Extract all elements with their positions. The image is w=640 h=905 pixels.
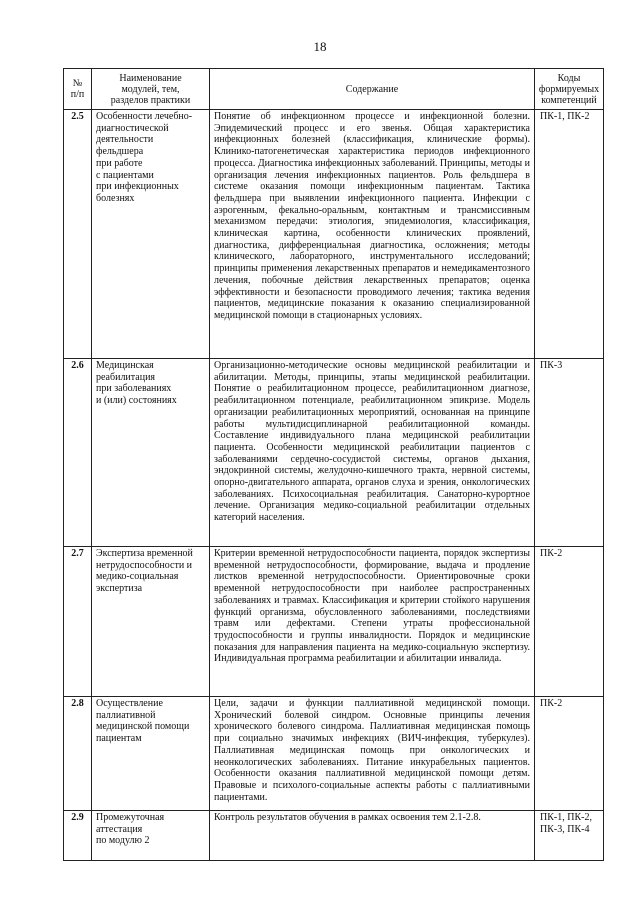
row-codes: ПК-2 <box>535 547 604 697</box>
table-row <box>64 110 604 359</box>
row-content: Организационно-методические основы медицинской реабилитации и абилитации. Методы, принципы, этапы медицинской реабилитации. Понятие о реабилитационном процессе, реабилитационном диагнозе, реабилитационном потенциале, реабилитационном эпикризе. Модель организации реабилитационных мероприятий, основанная на принципе работы мультидисциплинарной реабилитационной команды. Составление индивидуального плана медицинской реабилитации пациента. Особенности медицинской реабилитации пациентов с заболеваниями сердечно-сосудистой системы, органов дыхания, эндокринной системы, желудочно-кишечного тракта, нервной системы, опорно-двигательного аппарата, органов слуха и зрения, онкологических заболеваниях. Психосоциальная реабилитация. Санаторно-курортное лечение. Организация медико-социальной реабилитации отдельных категорий населения. <box>210 359 535 547</box>
row-codes: ПК-3 <box>535 359 604 547</box>
header-module: Наименование модулей, тем, разделов практики <box>92 69 210 110</box>
row-module: Промежуточная аттестация по модулю 2 <box>92 811 210 861</box>
table-row <box>64 697 604 811</box>
row-num: 2.5 <box>64 110 92 359</box>
header-content: Содержание <box>210 69 535 110</box>
row-content: Контроль результатов обучения в рамках освоения тем 2.1-2.8. <box>210 811 535 861</box>
row-codes: ПК-1, ПК-2 <box>535 110 604 359</box>
row-content: Понятие об инфекционном процессе и инфекционной болезни. Эпидемический процесс и его звенья. Общая характеристика инфекционных болезней (классификация, клинические формы). Клинико-патогенетическая характеристика периодов инфекционного процесса. Диагностика инфекционных заболеваний. Принципы, методы и организация лечения инфекционных пациентов. Роль фельдшера в системе оказания помощи инфекционным пациентам. Тактика фельдшера при выявлении инфекционного пациента. Инфекции с аэрогенным, фекально-оральным, контактным и трансмиссивным механизмом передачи: этиология, эпидемиология, классификация, клиническая картина, особенности клинических проявлений, диагностика, дифференциальная диагностика, осложнения; методы клинического, лабораторного, инструментального исследований; принципы применения лекарственных препаратов и немедикаментозного лечения, побочные действия лекарственных препаратов; оценка эффективности и безопасности проводимого лечения; тактика ведения пациентов, медицинские показания к оказанию специализированной медицинской помощи в стационарных условиях. <box>210 110 535 359</box>
row-num: 2.8 <box>64 697 92 811</box>
row-content: Критерии временной нетрудоспособности пациента, порядок экспертизы временной нетрудоспособности, формирование, выдача и продление листков временной нетрудоспособности. Ориентировочные сроки временной нетрудоспособности при наиболее распространенных заболеваниях и травмах. Классификация и критерии стойкого нарушения функций организма, обусловленного заболеваниями, последствиями травм или дефектами. Степени утраты профессиональной трудоспособности и группы инвалидности. Порядок и медицинские показания для направления пациента на медико-социальную экспертизу. Индивидуальная программа реабилитации и абилитации инвалида. <box>210 547 535 697</box>
row-module: Экспертиза временной нетрудоспособности и медико-социальная экспертиза <box>92 547 210 697</box>
row-num: 2.7 <box>64 547 92 697</box>
page-number: 18 <box>313 39 327 54</box>
row-num: 2.6 <box>64 359 92 547</box>
row-module: Медицинская реабилитация при заболеваниях и (или) состояниях <box>92 359 210 547</box>
row-module: Осуществление паллиативной медицинской помощи пациентам <box>92 697 210 811</box>
table-row <box>64 359 604 547</box>
curriculum-table <box>63 68 604 861</box>
header-codes: Коды формируемых компетенций <box>535 69 604 110</box>
header-num: № п/п <box>64 69 92 110</box>
row-content: Цели, задачи и функции паллиативной медицинской помощи. Хронический болевой синдром. Основные принципы лечения хронического болевого синдрома. Паллиативная медицинская помощь при социально значимых инфекциях (ВИЧ-инфекция, туберкулез). Паллиативная медицинская помощь при онкологических и неонкологических заболеваниях. Питание инкурабельных пациентов. Особенности оказания паллиативной медицинской помощи детям. Правовые и психолого-социальные аспекты работы с паллиативными пациентами. <box>210 697 535 811</box>
table-header-row <box>64 69 604 110</box>
table-row <box>64 547 604 697</box>
row-module: Особенности лечебно- диагностической деятельности фельдшера при работе с пациентами при инфекционных болезнях <box>92 110 210 359</box>
row-codes: ПК-1, ПК-2, ПК-3, ПК-4 <box>535 811 604 861</box>
row-codes: ПК-2 <box>535 697 604 811</box>
row-num: 2.9 <box>64 811 92 861</box>
table-row <box>64 811 604 861</box>
